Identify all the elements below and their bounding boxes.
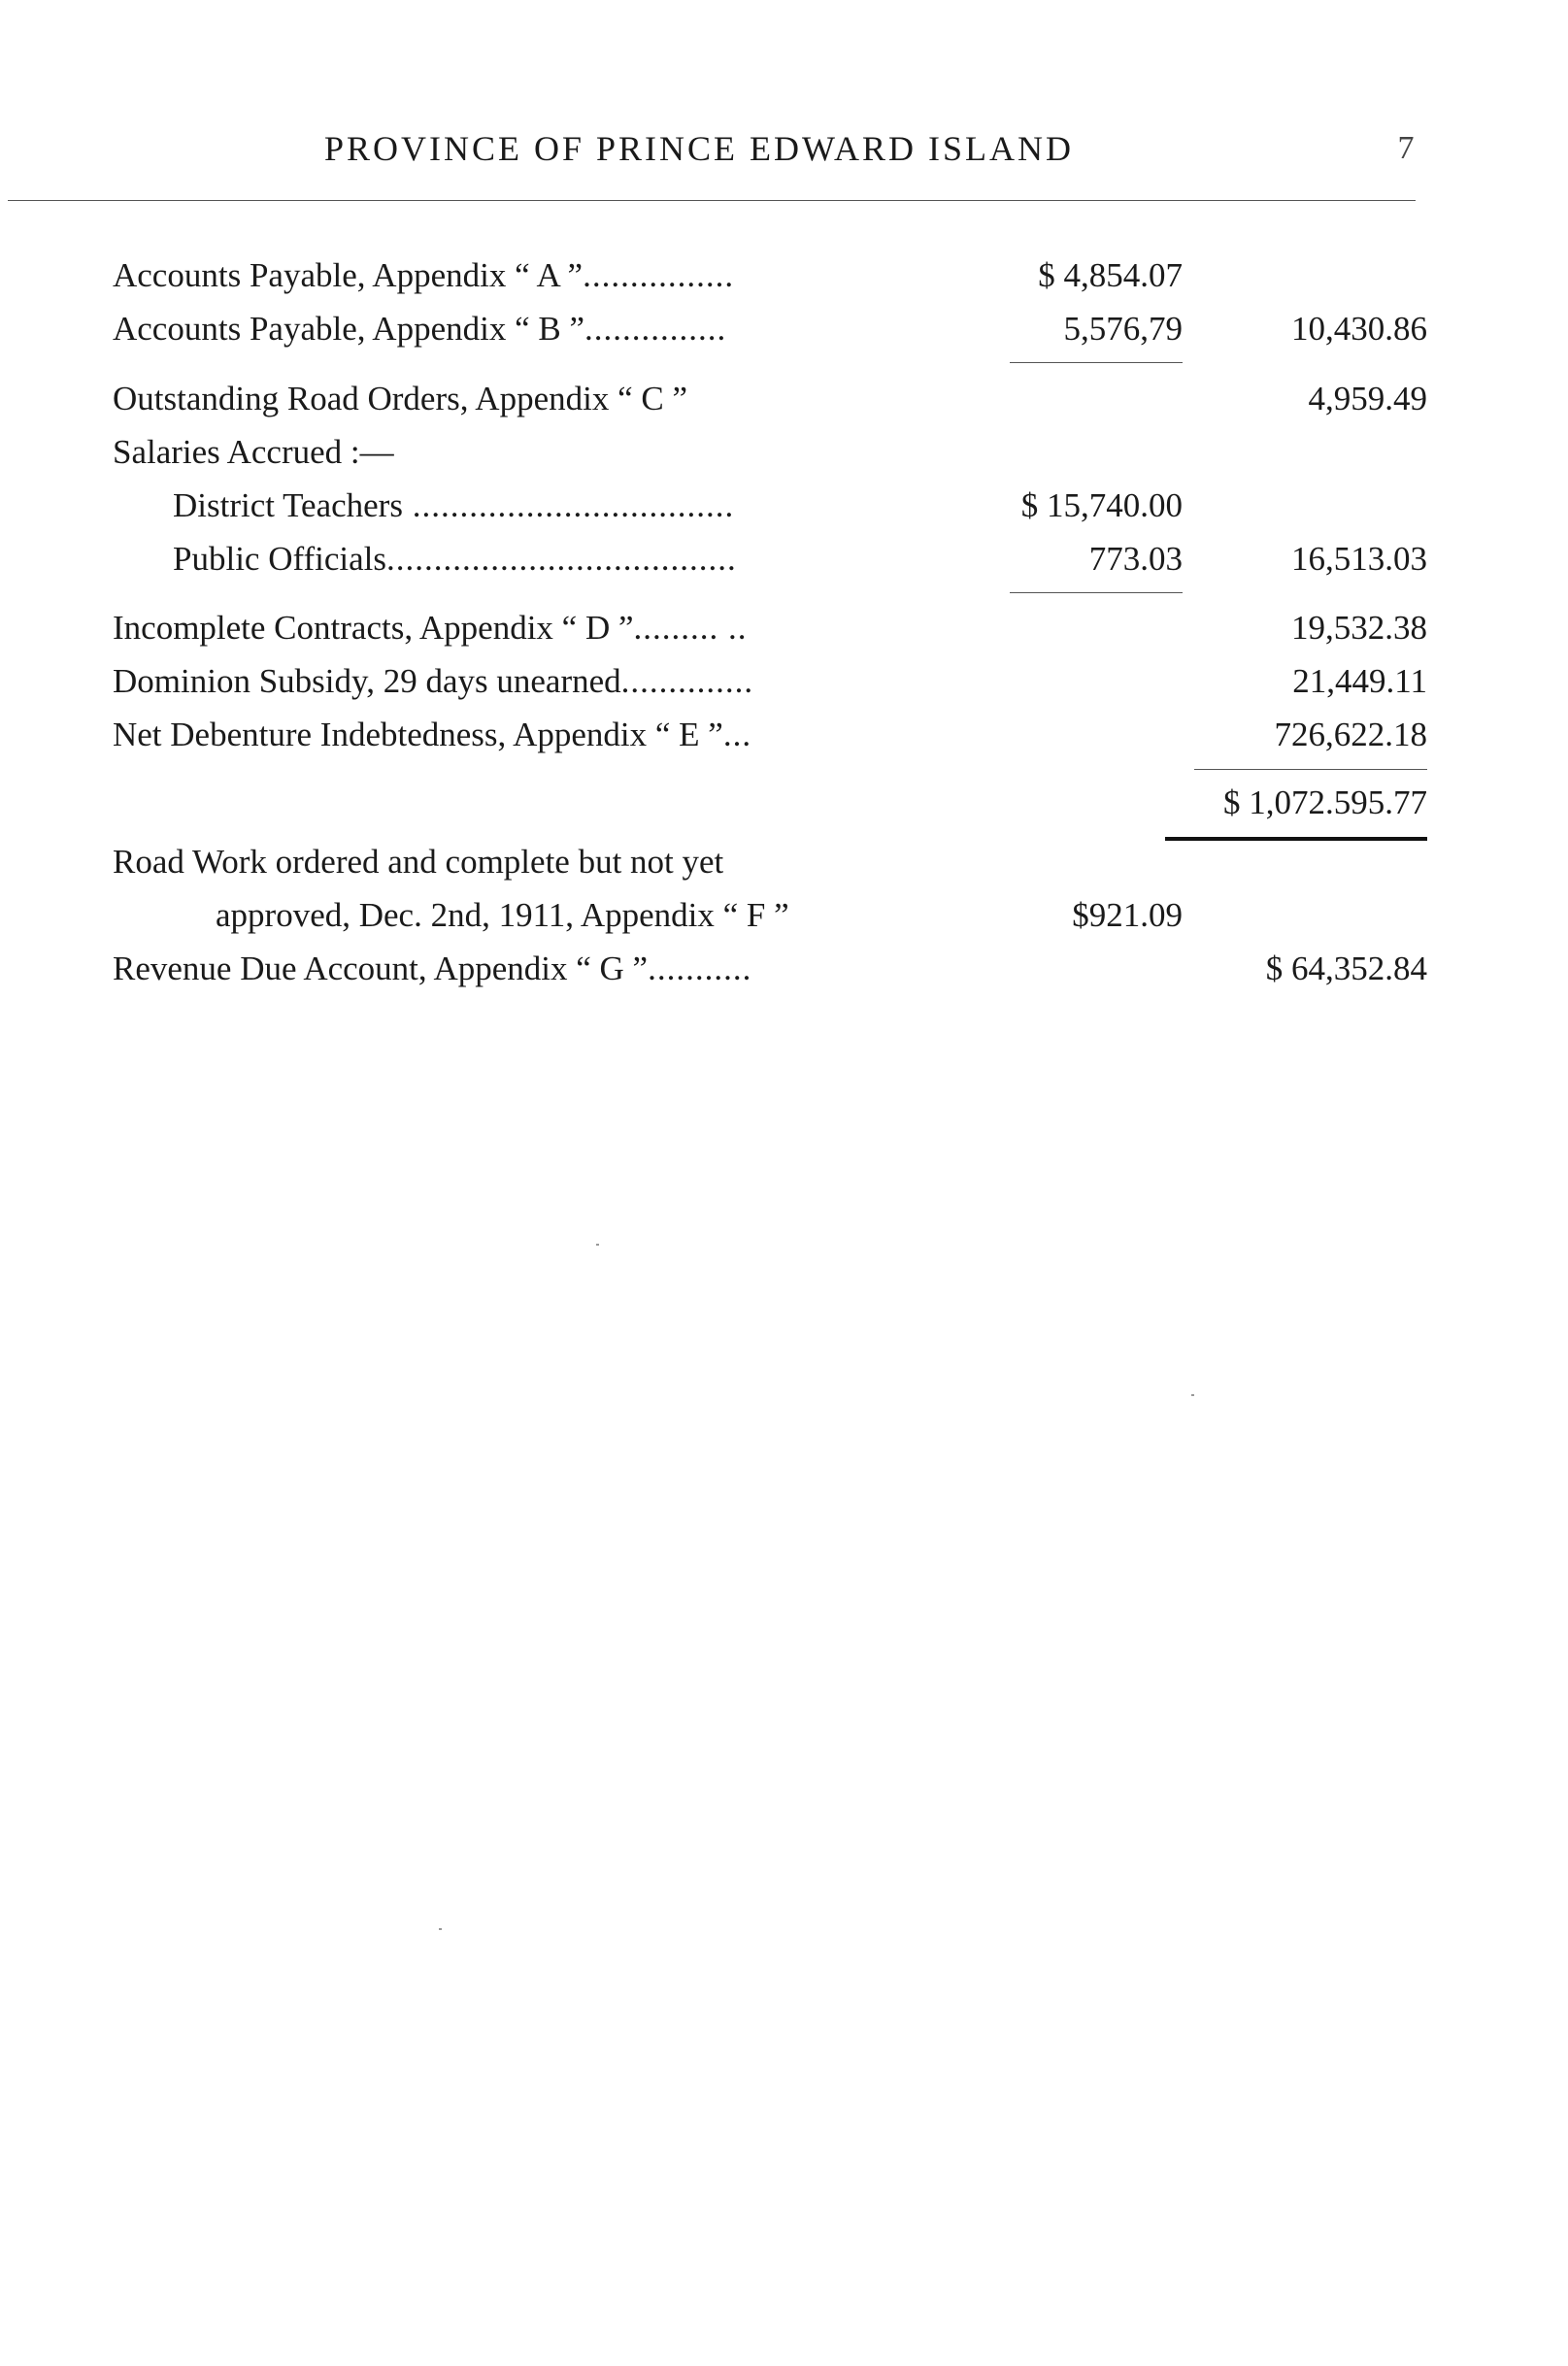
row-amount-inner: $ 15,740.00	[1020, 486, 1183, 524]
row-label	[216, 891, 986, 940]
ledger-row	[0, 657, 1568, 706]
scan-speck	[439, 1928, 442, 1930]
subtotal-rule	[1010, 362, 1183, 363]
ledger-row	[0, 711, 1568, 759]
row-label-text: Incomplete Contracts, Appendix “ D ”	[113, 609, 634, 647]
ledger-row	[0, 838, 1568, 886]
header-rule	[8, 200, 1416, 201]
ledger-row	[0, 428, 1568, 477]
row-label	[113, 375, 986, 423]
leader-dots: ...............	[584, 310, 727, 348]
row-label-text: Accounts Payable, Appendix “ B ”	[113, 310, 585, 348]
ledger-row	[0, 891, 1568, 940]
row-label-text: Dominion Subsidy, 29 days unearned	[113, 662, 621, 700]
row-label	[113, 657, 986, 706]
ledger-row	[0, 604, 1568, 652]
row-label	[173, 482, 986, 530]
ledger-row	[0, 251, 1568, 300]
row-amount-outer: 21,449.11	[1292, 662, 1427, 700]
ledger-row	[0, 482, 1568, 530]
leader-dots: ................	[583, 256, 735, 294]
row-label	[113, 604, 986, 652]
row-label-text: Public Officials	[173, 540, 387, 578]
row-amount-inner: 5,576,79	[1063, 310, 1183, 348]
row-label-text: Revenue Due Account, Appendix “ G ”	[113, 950, 649, 987]
scan-speck	[596, 1244, 599, 1246]
row-label	[113, 711, 986, 759]
grand-total: $ 1,072.595.77	[1223, 783, 1427, 821]
row-amount-outer: 16,513.03	[1291, 540, 1427, 578]
leader-dots: .....................................	[386, 540, 737, 578]
row-label	[113, 305, 986, 353]
leader-dots: ...........	[648, 950, 752, 987]
row-label	[113, 428, 986, 477]
total-rule	[1194, 769, 1427, 770]
ledger-row	[0, 945, 1568, 993]
row-amount-inner: $921.09	[1072, 896, 1183, 934]
row-label	[113, 945, 986, 993]
row-amount-outer: 4,959.49	[1308, 380, 1427, 417]
row-amount-outer: $ 64,352.84	[1265, 950, 1427, 987]
row-label	[173, 535, 986, 583]
row-label	[113, 838, 986, 886]
running-head	[0, 124, 1568, 173]
row-label-text: Net Debenture Indebtedness, Appendix “ E ”	[113, 716, 723, 753]
row-label-text: District Teachers	[173, 486, 403, 524]
total-row	[0, 779, 1568, 827]
row-label-text: Road Work ordered and complete but not yet	[113, 843, 724, 881]
row-label-text: Accounts Payable, Appendix “ A ”	[113, 256, 584, 294]
ledger-row	[0, 375, 1568, 423]
leader-dots: ...	[722, 716, 752, 753]
row-label-text: approved, Dec. 2nd, 1911, Appendix “ F ”	[216, 896, 789, 934]
page-number: 7	[1397, 130, 1415, 166]
row-amount-outer: 10,430.86	[1291, 310, 1427, 348]
row-label-text: Salaries Accrued :—	[113, 433, 394, 471]
row-amount-inner: $ 4,854.07	[1038, 256, 1183, 294]
row-amount-inner: 773.03	[1088, 540, 1183, 578]
ledger-row	[0, 535, 1568, 583]
leader-dots: ..................................	[402, 486, 735, 524]
ledger-row	[0, 305, 1568, 353]
page-title: PROVINCE OF PRINCE EDWARD ISLAND	[323, 129, 1075, 168]
leader-dots: ..............	[620, 662, 754, 700]
row-label	[113, 251, 986, 300]
row-amount-outer: 726,622.18	[1274, 716, 1427, 753]
scan-speck	[1191, 1394, 1194, 1396]
row-amount-outer: 19,532.38	[1291, 609, 1427, 647]
leader-dots: ......... ..	[633, 609, 748, 647]
subtotal-rule	[1010, 592, 1183, 593]
row-label-text: Outstanding Road Orders, Appendix “ C ”	[113, 380, 687, 417]
